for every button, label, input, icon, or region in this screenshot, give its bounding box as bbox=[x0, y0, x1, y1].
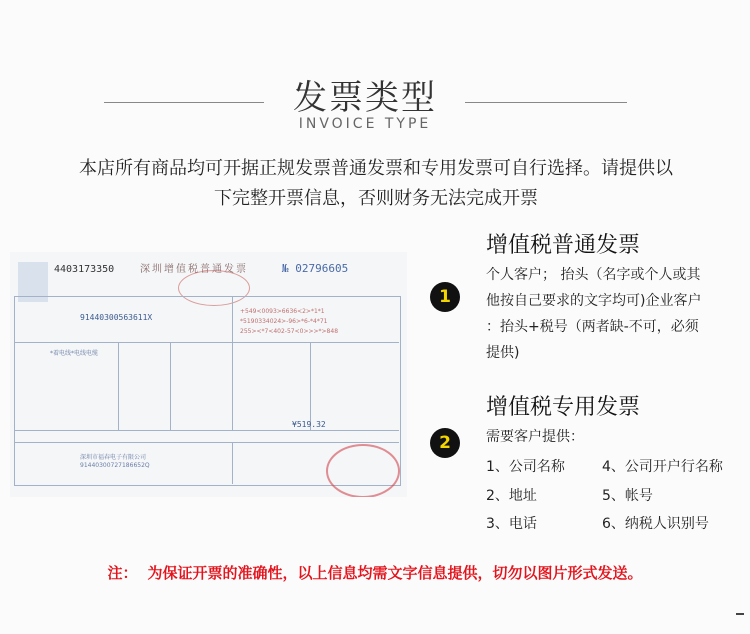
section1-title: 增值税普通发票 bbox=[486, 233, 641, 258]
invoice-rule bbox=[232, 442, 233, 484]
invoice-rule bbox=[232, 342, 233, 430]
section1-body bbox=[486, 262, 746, 366]
invoice-rule bbox=[310, 342, 311, 430]
invoice-code: 4403173350 bbox=[54, 264, 115, 275]
section2-title: 增值税专用发票 bbox=[486, 395, 641, 420]
invoice-amount: ¥519.32 bbox=[292, 420, 326, 429]
seller-name: 深圳市福春电子有限公司 bbox=[80, 454, 147, 461]
title-row bbox=[0, 70, 750, 118]
invoice-sample-image bbox=[10, 252, 407, 497]
invoice-rule bbox=[14, 430, 399, 431]
intro-line-2: 下完整开票信息，否则财务无法完成开票 bbox=[214, 188, 538, 209]
list-item: 5、帐号 bbox=[602, 488, 653, 504]
cipher-area: *5190334024>-96>*6-*4*71 bbox=[240, 318, 328, 325]
cipher-area: 255><*7<402-57<0>>>*>848 bbox=[240, 328, 339, 335]
badge-1: 1 bbox=[430, 282, 460, 312]
corner-mark bbox=[736, 613, 744, 615]
section2-intro: 需要客户提供： bbox=[486, 429, 584, 445]
list-item: 3、电话 bbox=[486, 516, 537, 532]
page-subtitle: INVOICE TYPE bbox=[298, 116, 432, 132]
list-item: 1、公司名称 bbox=[486, 459, 565, 475]
list-item: 6、纳税人识别号 bbox=[602, 516, 709, 532]
invoice-title: 深圳增值税普通发票 bbox=[140, 264, 248, 275]
warning-note bbox=[0, 562, 750, 583]
list-item: 2、地址 bbox=[486, 488, 537, 504]
invoice-number: № 02796605 bbox=[282, 262, 349, 275]
section1-line: ：抬头+税号（两者缺-不可，必须 bbox=[486, 319, 699, 335]
intro-line-1: 本店所有商品均可开据正规发票普通发票和专用发票可自行选择。请提供以 bbox=[79, 158, 673, 179]
invoice-rule bbox=[232, 296, 233, 342]
note-label: 注： bbox=[107, 564, 138, 582]
title-divider-right bbox=[465, 102, 627, 103]
invoice-rule bbox=[170, 342, 171, 430]
section1-line: 提供) bbox=[486, 345, 520, 361]
invoice-rule bbox=[14, 442, 399, 443]
seller-id: 91440300727186652Q bbox=[80, 462, 150, 469]
taxpayer-id: 91440300563611X bbox=[80, 313, 153, 322]
page-title: 发票类型 bbox=[293, 78, 437, 118]
goods-name-label: *着电线*电线电缆 bbox=[50, 350, 99, 357]
list-item: 4、公司开户行名称 bbox=[602, 459, 723, 475]
section1-line: 个人客户； 抬头（名字或个人或其 bbox=[486, 267, 701, 283]
badge-2: 2 bbox=[430, 428, 460, 458]
invoice-seal bbox=[326, 444, 400, 497]
title-divider-left bbox=[104, 102, 264, 103]
intro-text bbox=[40, 154, 712, 214]
invoice-rule bbox=[14, 342, 399, 343]
invoice-rule bbox=[118, 342, 119, 430]
section1-line: 他按自己要求的文字均可)企业客户 bbox=[486, 293, 702, 309]
note-text: 为保证开票的准确性，以上信息均需文字信息提供，切勿以图片形式发送。 bbox=[147, 564, 643, 582]
cipher-area: +549<0093>6636<2>*1*1 bbox=[240, 308, 325, 315]
